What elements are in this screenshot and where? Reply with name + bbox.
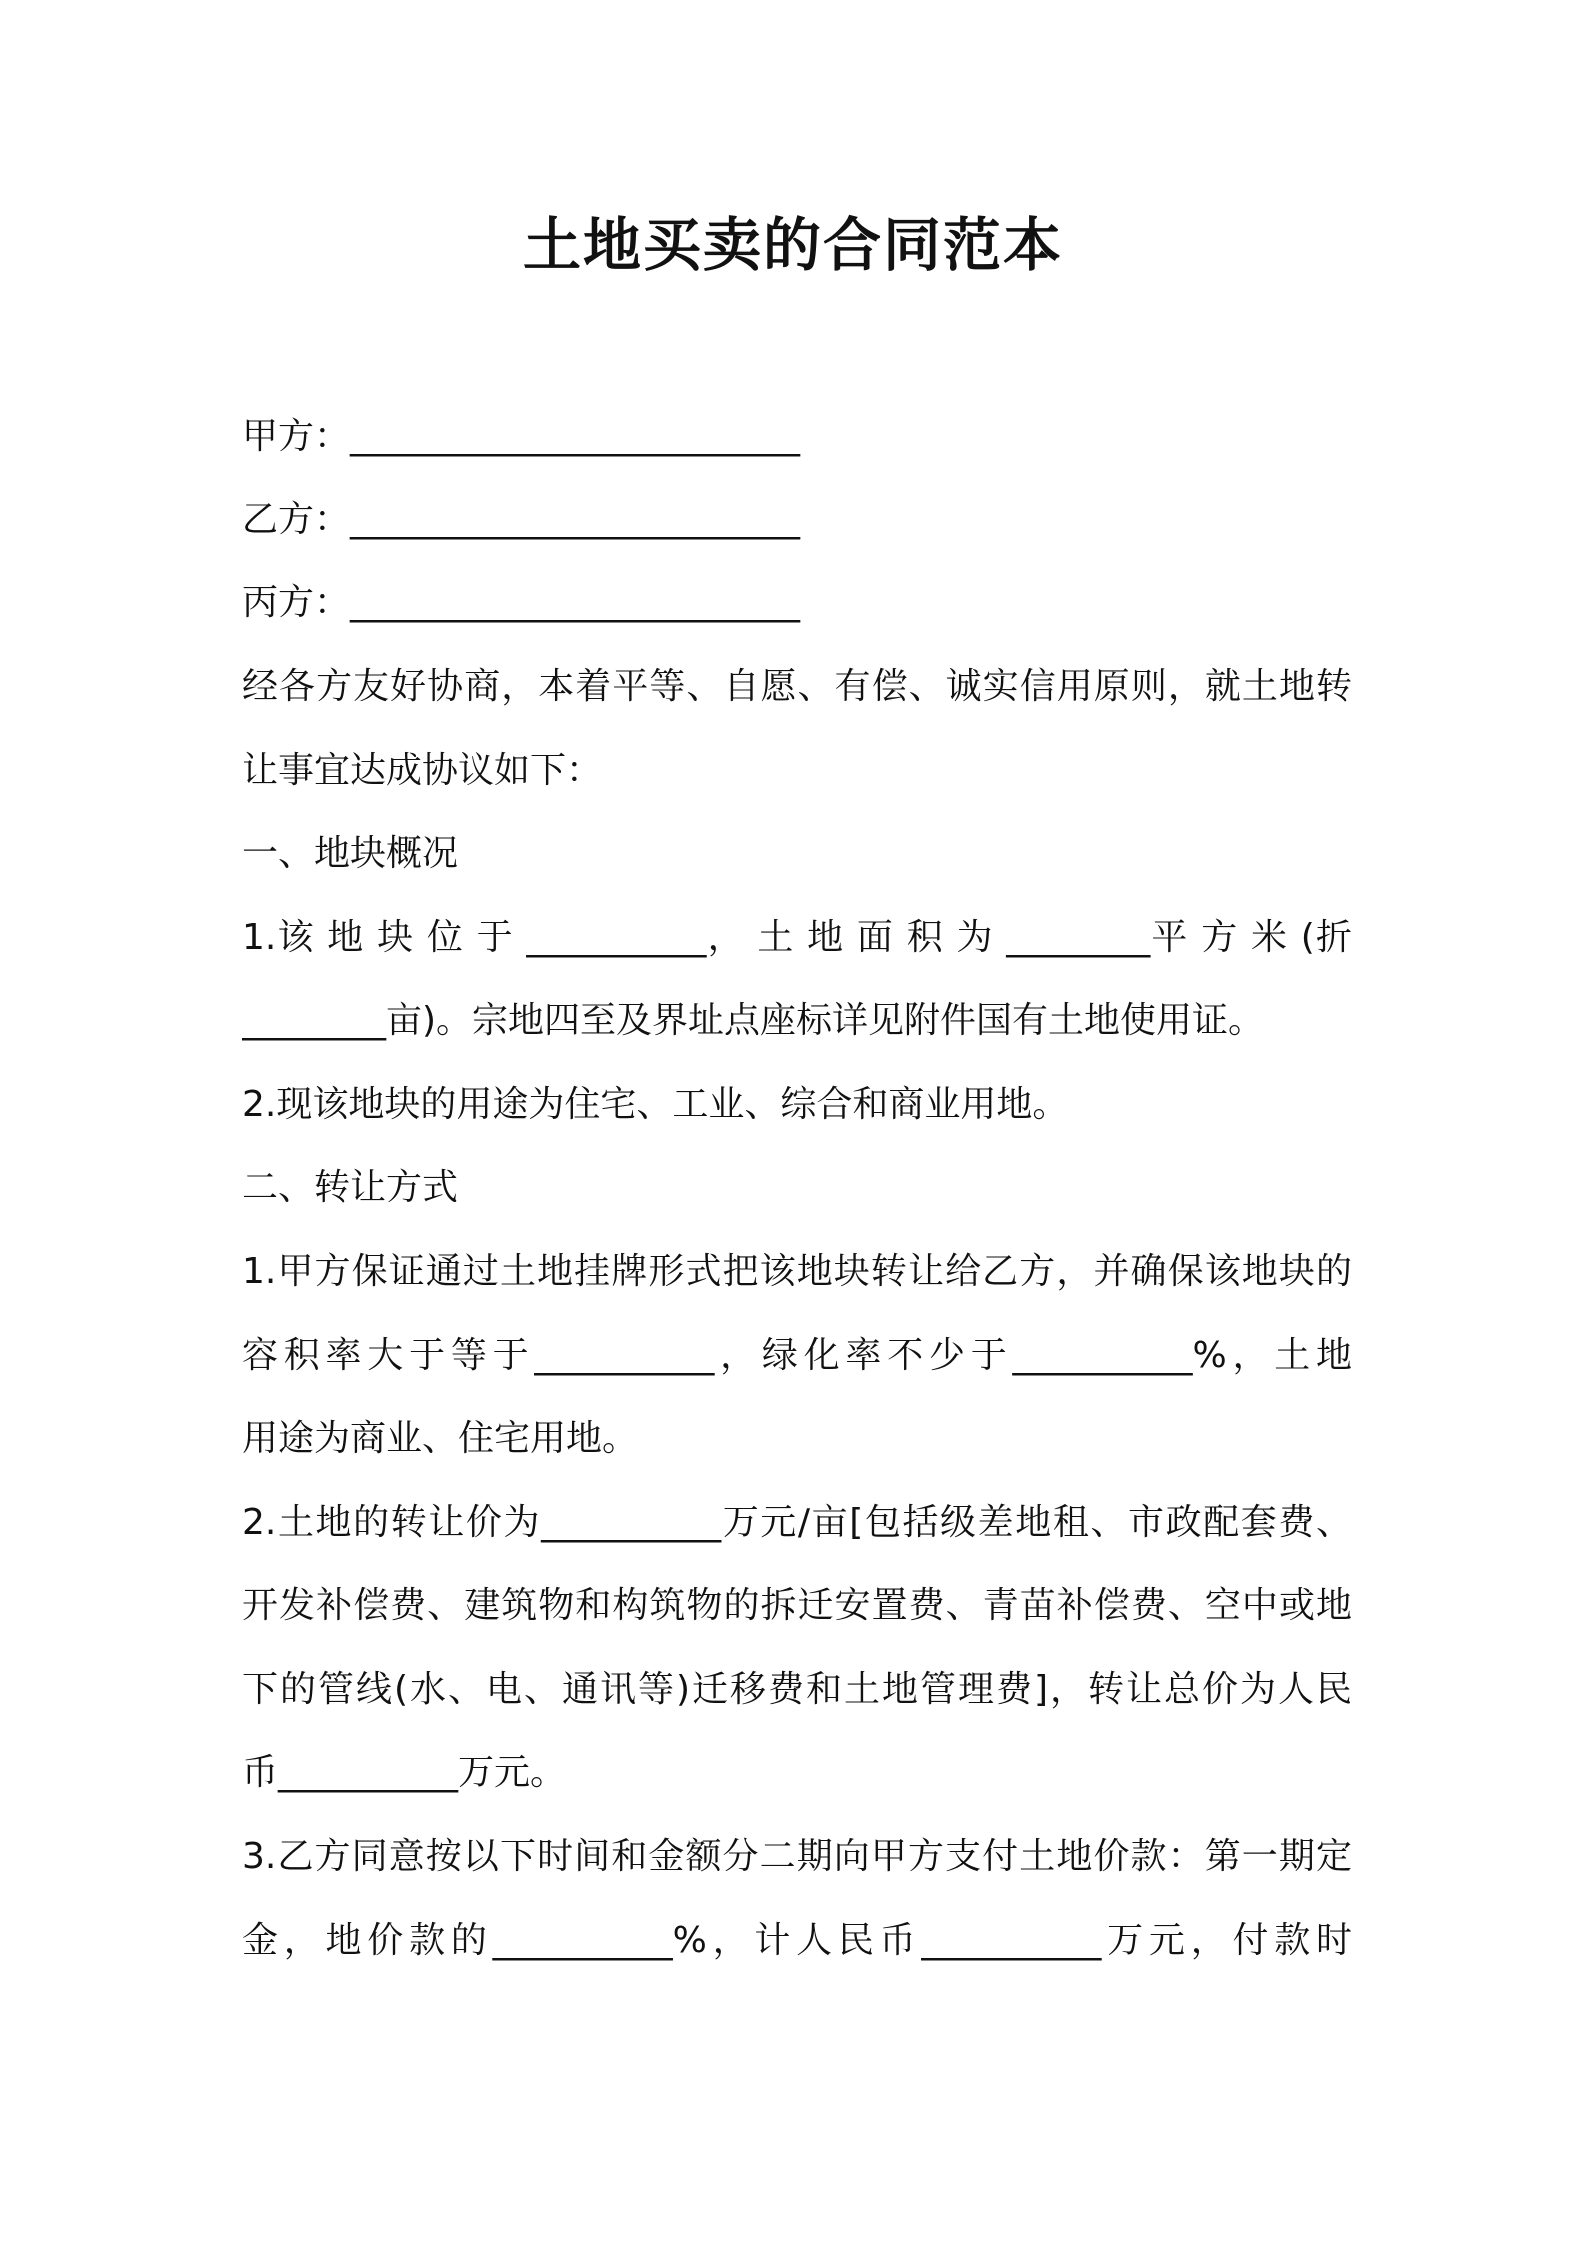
item-2-1-line-3: 用途为商业、住宅用地。 (242, 1418, 639, 1459)
item-2-1-line-2: 容积率大于等于__________，绿化率不少于__________%，土地 (242, 1335, 1352, 1376)
item-2-2-line-1: 2.土地的转让价为__________万元/亩[包括级差地租、市政配套费、 (242, 1502, 1352, 1543)
item-1-1-line-1: 1.该 地 块 位 于 __________， 土 地 面 积 为 ________平 方 米 (折 (242, 917, 1352, 958)
item-1-1-line-2: ________亩)。宗地四至及界址点座标详见附件国有土地使用证。 (242, 1000, 1265, 1041)
party-b-line: 乙方：_________________________ (242, 499, 801, 540)
document-title: 土地买卖的合同范本 (522, 211, 1063, 279)
item-2-3-line-2: 金，地价款的__________%，计人民币__________万元，付款时 (242, 1920, 1352, 1961)
item-2-1-line-1: 1.甲方保证通过土地挂牌形式把该地块转让给乙方，并确保该地块的 (242, 1251, 1352, 1292)
section-heading-2: 二、转让方式 (242, 1167, 459, 1208)
section-heading-1: 一、地块概况 (242, 833, 459, 874)
item-2-3-line-1: 3.乙方同意按以下时间和金额分二期向甲方支付土地价款：第一期定 (242, 1836, 1352, 1877)
item-2-2-line-2: 开发补偿费、建筑物和构筑物的拆迁安置费、青苗补偿费、空中或地 (242, 1585, 1352, 1626)
preamble-line-1: 经各方友好协商，本着平等、自愿、有偿、诚实信用原则，就土地转 (242, 666, 1352, 707)
item-2-2-line-4: 币__________万元。 (242, 1752, 567, 1793)
party-c-line: 丙方：_________________________ (242, 582, 801, 623)
party-a-line: 甲方：_________________________ (242, 416, 801, 457)
item-2-2-line-3: 下的管线(水、电、通讯等)迁移费和土地管理费]，转让总价为人民 (242, 1669, 1352, 1710)
item-1-2: 2.现该地块的用途为住宅、工业、综合和商业用地。 (242, 1084, 1069, 1125)
preamble-line-2: 让事宜达成协议如下： (242, 750, 603, 791)
